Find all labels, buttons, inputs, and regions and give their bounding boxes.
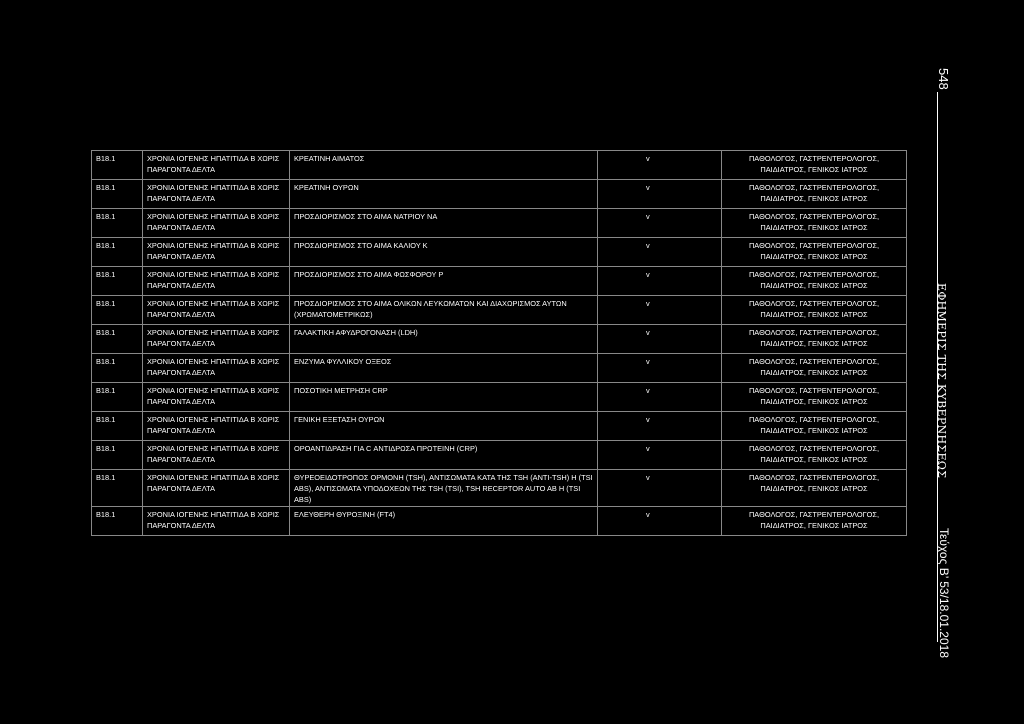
table-row [92, 238, 907, 267]
disease-cell: ΧΡΟΝΙΑ ΙΟΓΕΝΗΣ ΗΠΑΤΙΤΙΔΑ Β ΧΩΡΙΣ ΠΑΡΑΓΟΝΤΑ ΔΕΛΤΑ [143, 383, 290, 412]
exam-cell: ΘΥΡΕΟΕΙΔΟΤΡΟΠΟΣ ΟΡΜΟΝΗ (TSH), ΑΝΤΙΣΩΜΑΤΑ ΚΑΤΑ ΤΗΣ TSH (ANTI-TSH) Η (TSI ABS), ΑΝΤΙΣΩΜΑΤΑ ΥΠΟΔΟΧΕΩΝ ΤΗΣ TSH (TSI), TSH RECEPTOR AUTO AB Η (TSI ABS) [290, 470, 598, 507]
table-row [92, 209, 907, 238]
check-mark-cell: v [598, 238, 722, 267]
exam-cell: ΠΡΟΣΔΙΟΡΙΣΜΟΣ ΣΤΟ ΑΙΜΑ ΝΑΤΡΙΟΥ NA [290, 209, 598, 238]
icd-code-cell: B18.1 [92, 238, 143, 267]
disease-cell: ΧΡΟΝΙΑ ΙΟΓΕΝΗΣ ΗΠΑΤΙΤΙΔΑ Β ΧΩΡΙΣ ΠΑΡΑΓΟΝΤΑ ΔΕΛΤΑ [143, 354, 290, 383]
icd-code-cell: B18.1 [92, 354, 143, 383]
check-mark-cell: v [598, 325, 722, 354]
icd-code-cell: B18.1 [92, 383, 143, 412]
table-row [92, 441, 907, 470]
disease-cell: ΧΡΟΝΙΑ ΙΟΓΕΝΗΣ ΗΠΑΤΙΤΙΔΑ Β ΧΩΡΙΣ ΠΑΡΑΓΟΝΤΑ ΔΕΛΤΑ [143, 209, 290, 238]
table-row [92, 383, 907, 412]
specialties-cell: ΠΑΘΟΛΟΓΟΣ, ΓΑΣΤΡΕΝΤΕΡΟΛΟΓΟΣ, ΠΑΙΔΙΑΤΡΟΣ, ΓΕΝΙΚΟΣ ΙΑΤΡΟΣ [722, 267, 907, 296]
table-row [92, 507, 907, 536]
check-mark-cell: v [598, 209, 722, 238]
exam-cell: ΟΡΟΑΝΤΙΔΡΑΣΗ ΓΙΑ C ΑΝΤΙΔΡΩΣΑ ΠΡΩΤΕΙΝΗ (CRP) [290, 441, 598, 470]
exam-table [91, 150, 907, 536]
table-row [92, 412, 907, 441]
specialties-cell: ΠΑΘΟΛΟΓΟΣ, ΓΑΣΤΡΕΝΤΕΡΟΛΟΓΟΣ, ΠΑΙΔΙΑΤΡΟΣ, ΓΕΝΙΚΟΣ ΙΑΤΡΟΣ [722, 354, 907, 383]
check-mark-cell: v [598, 383, 722, 412]
check-mark-cell: v [598, 470, 722, 507]
exam-table-body [92, 151, 907, 536]
check-mark-cell: v [598, 267, 722, 296]
specialties-cell: ΠΑΘΟΛΟΓΟΣ, ΓΑΣΤΡΕΝΤΕΡΟΛΟΓΟΣ, ΠΑΙΔΙΑΤΡΟΣ, ΓΕΝΙΚΟΣ ΙΑΤΡΟΣ [722, 412, 907, 441]
table-row [92, 296, 907, 325]
exam-cell: ΚΡΕΑΤΙΝΗ ΟΥΡΩΝ [290, 180, 598, 209]
disease-cell: ΧΡΟΝΙΑ ΙΟΓΕΝΗΣ ΗΠΑΤΙΤΙΔΑ Β ΧΩΡΙΣ ΠΑΡΑΓΟΝΤΑ ΔΕΛΤΑ [143, 441, 290, 470]
table-row [92, 354, 907, 383]
icd-code-cell: B18.1 [92, 325, 143, 354]
check-mark-cell: v [598, 296, 722, 325]
check-mark-cell: v [598, 180, 722, 209]
table-row [92, 267, 907, 296]
icd-code-cell: B18.1 [92, 412, 143, 441]
icd-code-cell: B18.1 [92, 441, 143, 470]
specialties-cell: ΠΑΘΟΛΟΓΟΣ, ΓΑΣΤΡΕΝΤΕΡΟΛΟΓΟΣ, ΠΑΙΔΙΑΤΡΟΣ, ΓΕΝΙΚΟΣ ΙΑΤΡΟΣ [722, 238, 907, 267]
exam-cell: ΕΛΕΥΘΕΡΗ ΘΥΡΟΞΙΝΗ (FT4) [290, 507, 598, 536]
icd-code-cell: B18.1 [92, 296, 143, 325]
specialties-cell: ΠΑΘΟΛΟΓΟΣ, ΓΑΣΤΡΕΝΤΕΡΟΛΟΓΟΣ, ΠΑΙΔΙΑΤΡΟΣ, ΓΕΝΙΚΟΣ ΙΑΤΡΟΣ [722, 470, 907, 507]
icd-code-cell: B18.1 [92, 209, 143, 238]
disease-cell: ΧΡΟΝΙΑ ΙΟΓΕΝΗΣ ΗΠΑΤΙΤΙΔΑ Β ΧΩΡΙΣ ΠΑΡΑΓΟΝΤΑ ΔΕΛΤΑ [143, 412, 290, 441]
table-row [92, 180, 907, 209]
exam-cell: ΓΕΝΙΚΗ ΕΞΕΤΑΣΗ ΟΥΡΩΝ [290, 412, 598, 441]
icd-code-cell: B18.1 [92, 151, 143, 180]
disease-cell: ΧΡΟΝΙΑ ΙΟΓΕΝΗΣ ΗΠΑΤΙΤΙΔΑ Β ΧΩΡΙΣ ΠΑΡΑΓΟΝΤΑ ΔΕΛΤΑ [143, 296, 290, 325]
icd-code-cell: B18.1 [92, 470, 143, 507]
specialties-cell: ΠΑΘΟΛΟΓΟΣ, ΓΑΣΤΡΕΝΤΕΡΟΛΟΓΟΣ, ΠΑΙΔΙΑΤΡΟΣ, ΓΕΝΙΚΟΣ ΙΑΤΡΟΣ [722, 180, 907, 209]
check-mark-cell: v [598, 441, 722, 470]
table-row [92, 325, 907, 354]
disease-cell: ΧΡΟΝΙΑ ΙΟΓΕΝΗΣ ΗΠΑΤΙΤΙΔΑ Β ΧΩΡΙΣ ΠΑΡΑΓΟΝΤΑ ΔΕΛΤΑ [143, 238, 290, 267]
exam-cell: ΚΡΕΑΤΙΝΗ ΑΙΜΑΤΟΣ [290, 151, 598, 180]
exam-cell: ΕΝΖΥΜΑ ΦΥΛΛΙΚΟΥ ΟΞΕΟΣ [290, 354, 598, 383]
issue-label: Τεύχος Β’ 53/18.01.2018 [937, 528, 951, 658]
exam-cell: ΠΟΣΟΤΙΚΗ ΜΕΤΡΗΣΗ CRP [290, 383, 598, 412]
disease-cell: ΧΡΟΝΙΑ ΙΟΓΕΝΗΣ ΗΠΑΤΙΤΙΔΑ Β ΧΩΡΙΣ ΠΑΡΑΓΟΝΤΑ ΔΕΛΤΑ [143, 325, 290, 354]
specialties-cell: ΠΑΘΟΛΟΓΟΣ, ΓΑΣΤΡΕΝΤΕΡΟΛΟΓΟΣ, ΠΑΙΔΙΑΤΡΟΣ, ΓΕΝΙΚΟΣ ΙΑΤΡΟΣ [722, 383, 907, 412]
page-number: 548 [936, 68, 951, 90]
exam-cell: ΠΡΟΣΔΙΟΡΙΣΜΟΣ ΣΤΟ ΑΙΜΑ ΚΑΛΙΟΥ K [290, 238, 598, 267]
table-row [92, 151, 907, 180]
check-mark-cell: v [598, 507, 722, 536]
specialties-cell: ΠΑΘΟΛΟΓΟΣ, ΓΑΣΤΡΕΝΤΕΡΟΛΟΓΟΣ, ΠΑΙΔΙΑΤΡΟΣ, ΓΕΝΙΚΟΣ ΙΑΤΡΟΣ [722, 441, 907, 470]
exam-cell: ΓΑΛΑΚΤΙΚΗ ΑΦΥΔΡΟΓΟΝΑΣΗ (LDH) [290, 325, 598, 354]
journal-title: ΕΦΗΜΕΡΙΣ ΤΗΣ ΚΥΒΕΡΝΗΣΕΩΣ [935, 283, 948, 479]
specialties-cell: ΠΑΘΟΛΟΓΟΣ, ΓΑΣΤΡΕΝΤΕΡΟΛΟΓΟΣ, ΠΑΙΔΙΑΤΡΟΣ, ΓΕΝΙΚΟΣ ΙΑΤΡΟΣ [722, 296, 907, 325]
check-mark-cell: v [598, 412, 722, 441]
exam-cell: ΠΡΟΣΔΙΟΡΙΣΜΟΣ ΣΤΟ ΑΙΜΑ ΦΩΣΦΟΡΟΥ P [290, 267, 598, 296]
exam-cell: ΠΡΟΣΔΙΟΡΙΣΜΟΣ ΣΤΟ ΑΙΜΑ ΟΛΙΚΩΝ ΛΕΥΚΩΜΑΤΩΝ ΚΑΙ ΔΙΑΧΩΡΙΣΜΟΣ ΑΥΤΩΝ (ΧΡΩΜΑΤΟΜΕΤΡΙΚΩΣ) [290, 296, 598, 325]
specialties-cell: ΠΑΘΟΛΟΓΟΣ, ΓΑΣΤΡΕΝΤΕΡΟΛΟΓΟΣ, ΠΑΙΔΙΑΤΡΟΣ, ΓΕΝΙΚΟΣ ΙΑΤΡΟΣ [722, 209, 907, 238]
specialties-cell: ΠΑΘΟΛΟΓΟΣ, ΓΑΣΤΡΕΝΤΕΡΟΛΟΓΟΣ, ΠΑΙΔΙΑΤΡΟΣ, ΓΕΝΙΚΟΣ ΙΑΤΡΟΣ [722, 507, 907, 536]
icd-code-cell: B18.1 [92, 180, 143, 209]
check-mark-cell: v [598, 354, 722, 383]
icd-code-cell: B18.1 [92, 267, 143, 296]
icd-code-cell: B18.1 [92, 507, 143, 536]
check-mark-cell: v [598, 151, 722, 180]
disease-cell: ΧΡΟΝΙΑ ΙΟΓΕΝΗΣ ΗΠΑΤΙΤΙΔΑ Β ΧΩΡΙΣ ΠΑΡΑΓΟΝΤΑ ΔΕΛΤΑ [143, 267, 290, 296]
disease-cell: ΧΡΟΝΙΑ ΙΟΓΕΝΗΣ ΗΠΑΤΙΤΙΔΑ Β ΧΩΡΙΣ ΠΑΡΑΓΟΝΤΑ ΔΕΛΤΑ [143, 151, 290, 180]
disease-cell: ΧΡΟΝΙΑ ΙΟΓΕΝΗΣ ΗΠΑΤΙΤΙΔΑ Β ΧΩΡΙΣ ΠΑΡΑΓΟΝΤΑ ΔΕΛΤΑ [143, 180, 290, 209]
specialties-cell: ΠΑΘΟΛΟΓΟΣ, ΓΑΣΤΡΕΝΤΕΡΟΛΟΓΟΣ, ΠΑΙΔΙΑΤΡΟΣ, ΓΕΝΙΚΟΣ ΙΑΤΡΟΣ [722, 151, 907, 180]
specialties-cell: ΠΑΘΟΛΟΓΟΣ, ΓΑΣΤΡΕΝΤΕΡΟΛΟΓΟΣ, ΠΑΙΔΙΑΤΡΟΣ, ΓΕΝΙΚΟΣ ΙΑΤΡΟΣ [722, 325, 907, 354]
disease-cell: ΧΡΟΝΙΑ ΙΟΓΕΝΗΣ ΗΠΑΤΙΤΙΔΑ Β ΧΩΡΙΣ ΠΑΡΑΓΟΝΤΑ ΔΕΛΤΑ [143, 470, 290, 507]
disease-cell: ΧΡΟΝΙΑ ΙΟΓΕΝΗΣ ΗΠΑΤΙΤΙΔΑ Β ΧΩΡΙΣ ΠΑΡΑΓΟΝΤΑ ΔΕΛΤΑ [143, 507, 290, 536]
table-row [92, 470, 907, 507]
